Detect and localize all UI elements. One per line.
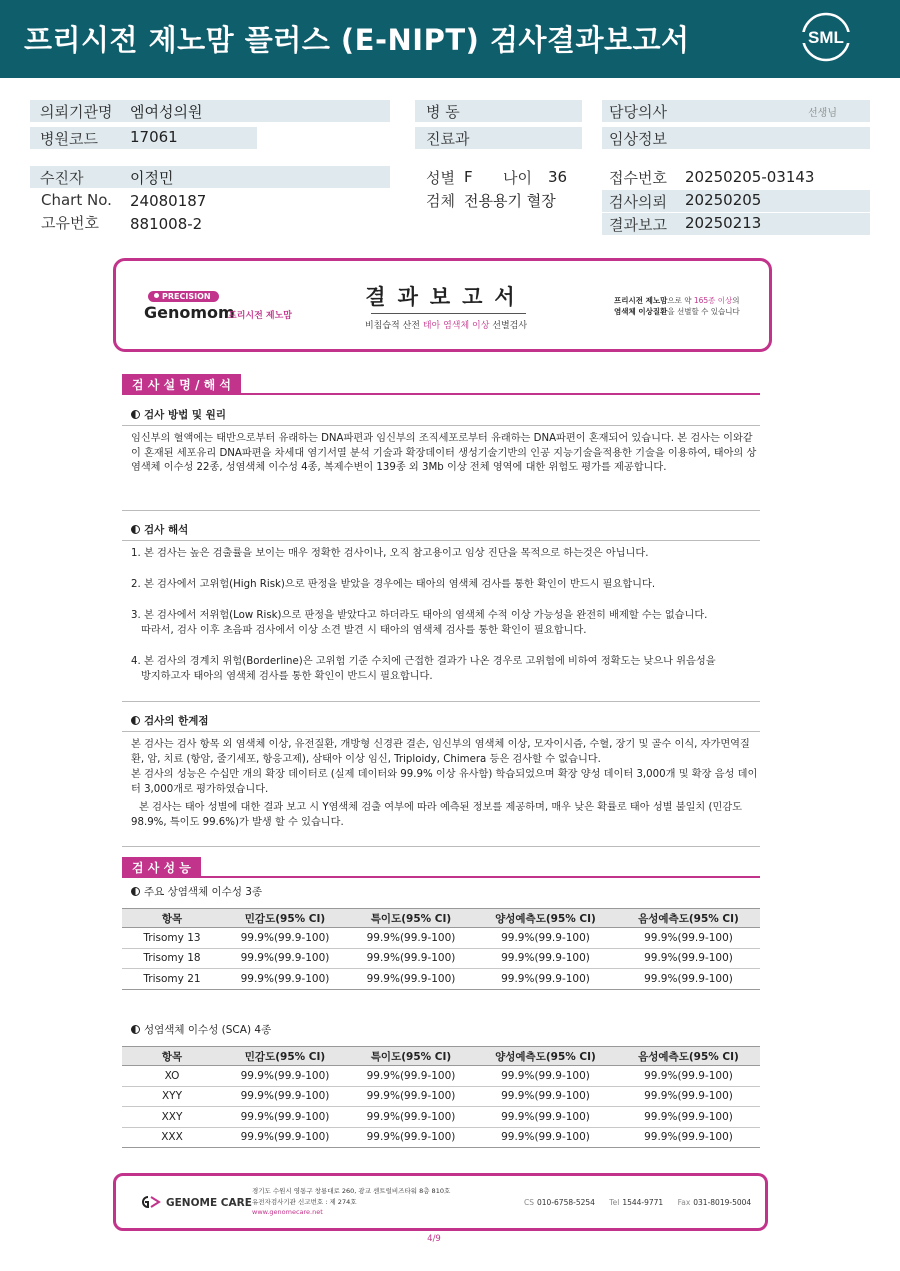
- fax-value: 031-8019-5004: [693, 1198, 752, 1207]
- column-header: 양성예측도(95% CI): [474, 909, 617, 928]
- genomom-logo: Genomom: [144, 303, 235, 322]
- section-rule: [122, 393, 760, 395]
- note-post-2: 을 선별할 수 있습니다: [667, 307, 740, 316]
- dept-row: [415, 127, 582, 149]
- table-cell: 99.9%(99.9-100): [348, 948, 474, 969]
- age-value: 36: [548, 168, 568, 186]
- column-header: 음성예측도(95% CI): [617, 1047, 760, 1066]
- method-heading-text: 검사 방법 및 원리: [144, 409, 226, 421]
- patient-value: 이정민: [130, 169, 174, 187]
- banner-sub-post: 선별검사: [489, 321, 528, 331]
- banner-title: 결과보고서: [365, 285, 527, 309]
- badge-dot-icon: [154, 293, 159, 298]
- report-date-value: 20250213: [685, 214, 762, 232]
- precision-badge: [148, 291, 219, 302]
- company-address: [252, 1186, 450, 1218]
- company-url[interactable]: www.genomecare.net: [252, 1208, 323, 1216]
- genomecare-logo: [138, 1194, 252, 1210]
- table-cell: XYY: [122, 1086, 222, 1107]
- req-inst-label: 의뢰기관명: [40, 103, 113, 121]
- interp-heading-text: 검사 해석: [144, 524, 189, 536]
- fax-label: Fax: [677, 1198, 691, 1207]
- patient-row: [30, 166, 390, 188]
- table-cell: XO: [122, 1066, 222, 1087]
- table-row: [122, 1107, 760, 1128]
- req-date-label: 검사의뢰: [609, 193, 667, 211]
- note-pink-1: 165종 이상: [693, 296, 733, 305]
- report-title: 프리시전 제노맘 플러스 (E-NIPT) 검사결과보고서: [24, 23, 690, 57]
- doctor-label: 담당의사: [609, 103, 667, 121]
- table-cell: 99.9%(99.9-100): [348, 1107, 474, 1128]
- cs-value: 010-6758-5254: [537, 1198, 595, 1207]
- table-row: [122, 969, 760, 990]
- section-tab-description: 검 사 설 명 / 해 석: [122, 374, 241, 394]
- half-circle-icon: [131, 716, 140, 725]
- divider: [122, 731, 760, 732]
- method-heading: [131, 407, 226, 422]
- table-cell: 99.9%(99.9-100): [222, 1107, 348, 1128]
- tel-value: 1544-9771: [622, 1198, 664, 1207]
- table-cell: 99.9%(99.9-100): [474, 1086, 617, 1107]
- half-circle-icon: [131, 410, 140, 419]
- interp-item-1: 1. 본 검사는 높은 검출률을 보이는 매우 정확한 검사이나, 오직 참고용이고 임상 진단을 목적으로 하는것은 아닙니다.: [131, 548, 649, 559]
- note-bold-1: 프리시전 제노맘: [614, 296, 668, 305]
- req-date-row: [602, 190, 870, 212]
- half-circle-icon: [131, 887, 140, 896]
- page-number: 4/9: [427, 1234, 441, 1244]
- doctor-row: [602, 100, 870, 122]
- report-date-row: [602, 213, 870, 235]
- genomom-banner: [113, 258, 772, 352]
- sex-label: 성별: [426, 169, 455, 187]
- table-cell: 99.9%(99.9-100): [222, 969, 348, 990]
- section-rule: [122, 876, 760, 878]
- contact-info: [524, 1198, 751, 1207]
- table-cell: 99.9%(99.9-100): [474, 1127, 617, 1148]
- limit-paragraph-1: 본 검사는 검사 항목 외 염색체 이상, 유전질환, 개방형 신경관 결손, 임신부의 염색체 이상, 모자이시즘, 수혈, 장기 및 골수 이식, 자가면역질환, 암, 치료 (항암, 줄기세포, 항응고제), 삼태아 이상 임신, Triploidy, Chimera 등은 검사할 수 없습니다.: [131, 739, 750, 765]
- patient-label: 수진자: [40, 169, 84, 187]
- chart-label: Chart No.: [41, 191, 112, 209]
- table-header-row: [122, 1047, 760, 1066]
- table-cell: 99.9%(99.9-100): [474, 969, 617, 990]
- table-cell: 99.9%(99.9-100): [222, 1086, 348, 1107]
- table-cell: 99.9%(99.9-100): [348, 1127, 474, 1148]
- report-header: [0, 0, 900, 78]
- sex-value: F: [464, 168, 473, 186]
- report-date-label: 결과보고: [609, 216, 667, 234]
- table-cell: XXX: [122, 1127, 222, 1148]
- table-cell: 99.9%(99.9-100): [348, 969, 474, 990]
- table-cell: 99.9%(99.9-100): [474, 1066, 617, 1087]
- limit-heading: [131, 713, 209, 728]
- specimen-value: 전용용기 혈장: [464, 192, 556, 210]
- ward-label: 병 동: [426, 103, 460, 121]
- table-row: [122, 1066, 760, 1087]
- half-circle-icon: [131, 1025, 140, 1034]
- table-cell: 99.9%(99.9-100): [222, 1127, 348, 1148]
- note-mid-1: 으로 약: [667, 296, 694, 305]
- table-cell: 99.9%(99.9-100): [348, 1086, 474, 1107]
- limit-paragraph-3: 본 검사는 태아 성별에 대한 결과 보고 시 Y염색체 검출 여부에 따라 예측된 정보를 제공하며, 매우 낮은 확률로 태아 성별 불일치 (민감도 98.9%, 특이도 99.6%)가 발생 할 수 있습니다.: [131, 802, 743, 828]
- specimen-label: 검체: [426, 192, 455, 210]
- banner-sub-pink: 태아 염색체 이상: [422, 321, 490, 331]
- age-label: 나이: [503, 169, 532, 187]
- registration-line: 유전자검사기관 신고번호 : 제 274호: [252, 1197, 357, 1206]
- table1-heading: [131, 884, 262, 899]
- column-header: 항목: [122, 909, 222, 928]
- table-cell: Trisomy 21: [122, 969, 222, 990]
- table-cell: 99.9%(99.9-100): [617, 928, 760, 949]
- banner-sub-pre: 비침습적 산전: [364, 321, 423, 331]
- sml-logo-icon: [800, 11, 852, 63]
- half-circle-icon: [131, 525, 140, 534]
- note-bold-2: 염색체 이상질환: [614, 307, 668, 316]
- table-cell: 99.9%(99.9-100): [617, 969, 760, 990]
- interp-item-2: 2. 본 검사에서 고위험(High Risk)으로 판정을 받았을 경우에는 태아의 염색체 검사를 통한 확인이 반드시 필요합니다.: [131, 579, 656, 590]
- accession-value: 20250205-03143: [685, 168, 815, 186]
- table-cell: 99.9%(99.9-100): [617, 1127, 760, 1148]
- hosp-code-label: 병원코드: [40, 130, 98, 148]
- column-header: 항목: [122, 1047, 222, 1066]
- column-header: 민감도(95% CI): [222, 1047, 348, 1066]
- limit-heading-text: 검사의 한계점: [144, 715, 209, 727]
- banner-title-underline: [371, 313, 526, 314]
- table1-heading-text: 주요 상염색체 이수성 3종: [144, 886, 263, 898]
- company-name: GENOME CARE: [166, 1197, 252, 1209]
- column-header: 민감도(95% CI): [222, 909, 348, 928]
- column-header: 특이도(95% CI): [348, 909, 474, 928]
- table-header-row: [122, 909, 760, 928]
- method-paragraph: 임신부의 혈액에는 태반으로부터 유래하는 DNA파편과 임신부의 조직세포로부터 유래하는 DNA파편이 혼재되어 있습니다. 본 검사는 이와같이 혼재된 세포유리 DNA파편을 차세대 염기서열 분석 기술과 확장데이터 생성기술기반의 인공 지능기술을적용한 기술을 이용하여, 태아의 상염색체 이수성 22종, 성염색체 이수성 4종, 복제수변이 139종 외 3Mb 이상 전체 영역에 대한 위험도 평가를 제공합니다.: [131, 433, 757, 474]
- section-tab-performance: 검 사 성 능: [122, 857, 201, 877]
- uid-label: 고유번호: [41, 214, 99, 232]
- table-row: [122, 1086, 760, 1107]
- chart-value: 24080187: [130, 192, 207, 210]
- interp-heading: [131, 522, 188, 537]
- column-header: 특이도(95% CI): [348, 1047, 474, 1066]
- table-cell: 99.9%(99.9-100): [222, 948, 348, 969]
- interp-item-3b: 따라서, 검사 이후 초음파 검사에서 이상 소견 발견 시 태아의 염색체 검사를 통한 확인이 필요합니다.: [141, 625, 587, 636]
- table-cell: 99.9%(99.9-100): [348, 928, 474, 949]
- table-cell: 99.9%(99.9-100): [348, 1066, 474, 1087]
- req-inst-value: 엠여성의원: [130, 103, 203, 121]
- autosomal-performance-table: [122, 908, 760, 990]
- sca-performance-table: [122, 1046, 760, 1148]
- genomecare-mark-icon: [138, 1194, 164, 1210]
- req-inst-row: [30, 100, 390, 122]
- interp-item-4a: 4. 본 검사의 경계치 위험(Borderline)은 고위험 기준 수치에 근접한 결과가 나온 경우로 고위험에 비하여 정확도는 낮으나 위음성을: [131, 656, 716, 667]
- table-row: [122, 948, 760, 969]
- doctor-suffix: 선생님: [808, 108, 837, 119]
- divider: [122, 425, 760, 426]
- precision-text: PRECISION: [162, 292, 211, 301]
- req-date-value: 20250205: [685, 191, 762, 209]
- clinical-label: 임상정보: [609, 130, 667, 148]
- hosp-code-row: [30, 127, 257, 149]
- table-cell: Trisomy 13: [122, 928, 222, 949]
- genomom-subtitle: 프리시전 제노맘: [228, 311, 292, 321]
- table-cell: 99.9%(99.9-100): [617, 1107, 760, 1128]
- table-cell: 99.9%(99.9-100): [617, 1066, 760, 1087]
- table2-heading: [131, 1022, 271, 1037]
- table-cell: 99.9%(99.9-100): [222, 1066, 348, 1087]
- table-cell: 99.9%(99.9-100): [222, 928, 348, 949]
- column-header: 양성예측도(95% CI): [474, 1047, 617, 1066]
- cs-label: CS: [524, 1198, 534, 1207]
- table-row: [122, 928, 760, 949]
- table-row: [122, 1127, 760, 1148]
- banner-note: [614, 295, 740, 317]
- divider: [122, 540, 760, 541]
- accession-label: 접수번호: [609, 169, 667, 187]
- footer-box: [113, 1173, 768, 1231]
- table-cell: 99.9%(99.9-100): [474, 948, 617, 969]
- tel-label: Tel: [609, 1198, 620, 1207]
- table-cell: 99.9%(99.9-100): [474, 1107, 617, 1128]
- column-header: 음성예측도(95% CI): [617, 909, 760, 928]
- divider: [122, 510, 760, 511]
- table-cell: 99.9%(99.9-100): [617, 948, 760, 969]
- table-cell: XXY: [122, 1107, 222, 1128]
- table-cell: 99.9%(99.9-100): [474, 928, 617, 949]
- table-cell: Trisomy 18: [122, 948, 222, 969]
- interp-item-4b: 방지하고자 태아의 염색체 검사를 통한 확인이 반드시 필요합니다.: [141, 671, 433, 682]
- ward-row: [415, 100, 582, 122]
- note-post-1: 의: [732, 296, 740, 305]
- divider: [122, 701, 760, 702]
- clinical-row: [602, 127, 870, 149]
- table2-heading-text: 성염색체 이수성 (SCA) 4종: [144, 1024, 272, 1036]
- dept-label: 진료과: [426, 130, 470, 148]
- hosp-code-value: 17061: [130, 128, 178, 146]
- table-cell: 99.9%(99.9-100): [617, 1086, 760, 1107]
- address-line: 경기도 수원시 영통구 창룡대로 260, 광교 센트럴비즈타워 8층 810호: [252, 1187, 451, 1195]
- uid-value: 881008-2: [130, 215, 203, 233]
- logo-text: SML: [808, 28, 844, 47]
- divider: [122, 846, 760, 847]
- interp-item-3a: 3. 본 검사에서 저위험(Low Risk)으로 판정을 받았다고 하더라도 태아의 염색체 수적 이상 가능성을 완전히 배제할 수는 없습니다.: [131, 610, 708, 621]
- banner-subtitle: [346, 318, 546, 331]
- limit-paragraph-2: 본 검사의 성능은 수십만 개의 확장 데이터로 (실제 데이터와 99.9% 이상 유사함) 학습되었으며 확장 양성 데이터 3,000개 및 확장 음성 데이터 3,000개로 평가하였습니다.: [131, 769, 758, 795]
